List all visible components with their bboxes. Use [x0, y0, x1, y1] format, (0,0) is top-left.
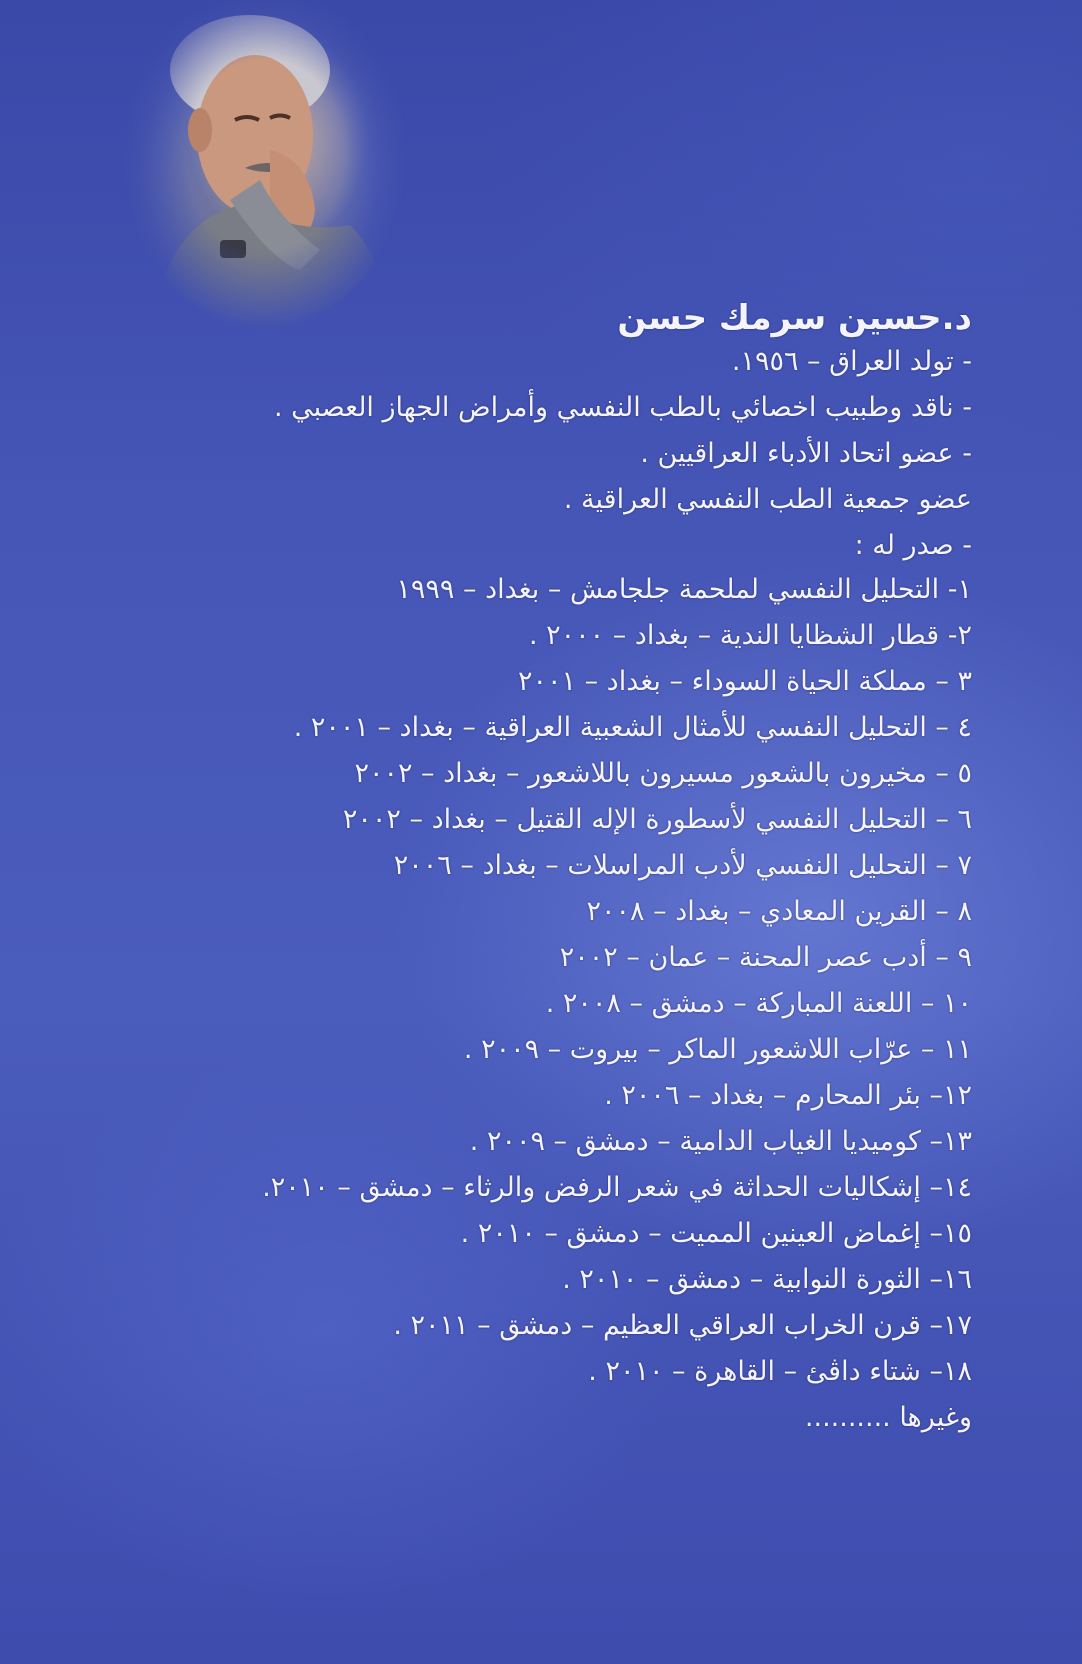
book-item: ١١ – عرّاب اللاشعور الماكر – بيروت – ٢٠٠٩ .: [463, 1034, 972, 1065]
bio-line-profession: - ناقد وطبيب اخصائي بالطب النفسي وأمراض الجهاز العصبي .: [273, 392, 972, 423]
book-item: ١٥– إغماض العينين المميت – دمشق – ٢٠١٠ .: [460, 1218, 972, 1249]
book-item: ٩ – أدب عصر المحنة – عمان – ٢٠٠٢: [559, 942, 972, 973]
author-photo: [120, 0, 410, 345]
others-line: وغيرها ..........: [804, 1402, 972, 1433]
book-item: ٨ – القرين المعادي – بغداد – ٢٠٠٨: [586, 896, 972, 927]
book-item: ٥ – مخيرون بالشعور مسيرون باللاشعور – بغداد – ٢٠٠٢: [354, 758, 972, 789]
book-item: ١- التحليل النفسي لملحمة جلجامش – بغداد – ١٩٩٩: [396, 574, 972, 605]
bio-line-birth: - تولد العراق – ١٩٥٦.: [731, 346, 972, 377]
book-item: ٢- قطار الشظايا الندية – بغداد – ٢٠٠٠ .: [528, 620, 972, 651]
book-item: ١٧– قرن الخراب العراقي العظيم – دمشق – ٢٠١١ .: [393, 1310, 972, 1341]
book-item: ١٣– كوميديا الغياب الدامية – دمشق – ٢٠٠٩ .: [469, 1126, 972, 1157]
book-item: ١٨– شتاء داڤئ – القاهرة – ٢٠١٠ .: [588, 1356, 972, 1387]
bio-line-writers-union: - عضو اتحاد الأدباء العراقيين .: [640, 438, 972, 469]
book-item: ١٤– إشكاليات الحداثة في شعر الرفض والرثاء – دمشق – ٢٠١٠.: [262, 1172, 972, 1203]
book-item: ٦ – التحليل النفسي لأسطورة الإله القتيل – بغداد – ٢٠٠٢: [342, 804, 972, 835]
author-portrait-icon: [120, 0, 410, 345]
book-item: ١٢– بئر المحارم – بغداد – ٢٠٠٦ .: [604, 1080, 972, 1111]
book-item: ٣ – مملكة الحياة السوداء – بغداد – ٢٠٠١: [518, 666, 972, 697]
book-item: ١٠ – اللعنة المباركة – دمشق – ٢٠٠٨ .: [545, 988, 972, 1019]
book-item: ٧ – التحليل النفسي لأدب المراسلات – بغداد – ٢٠٠٦: [393, 850, 972, 881]
author-name: د.حسين سرمك حسن: [617, 298, 972, 338]
bio-line-published-header: - صدر له :: [854, 530, 972, 561]
book-item: ١٦– الثورة النوابية – دمشق – ٢٠١٠ .: [562, 1264, 972, 1295]
book-item: ٤ – التحليل النفسي للأمثال الشعبية العراقية – بغداد – ٢٠٠١ .: [293, 712, 972, 743]
bio-line-psychiatric-society: عضو جمعية الطب النفسي العراقية .: [563, 484, 972, 515]
